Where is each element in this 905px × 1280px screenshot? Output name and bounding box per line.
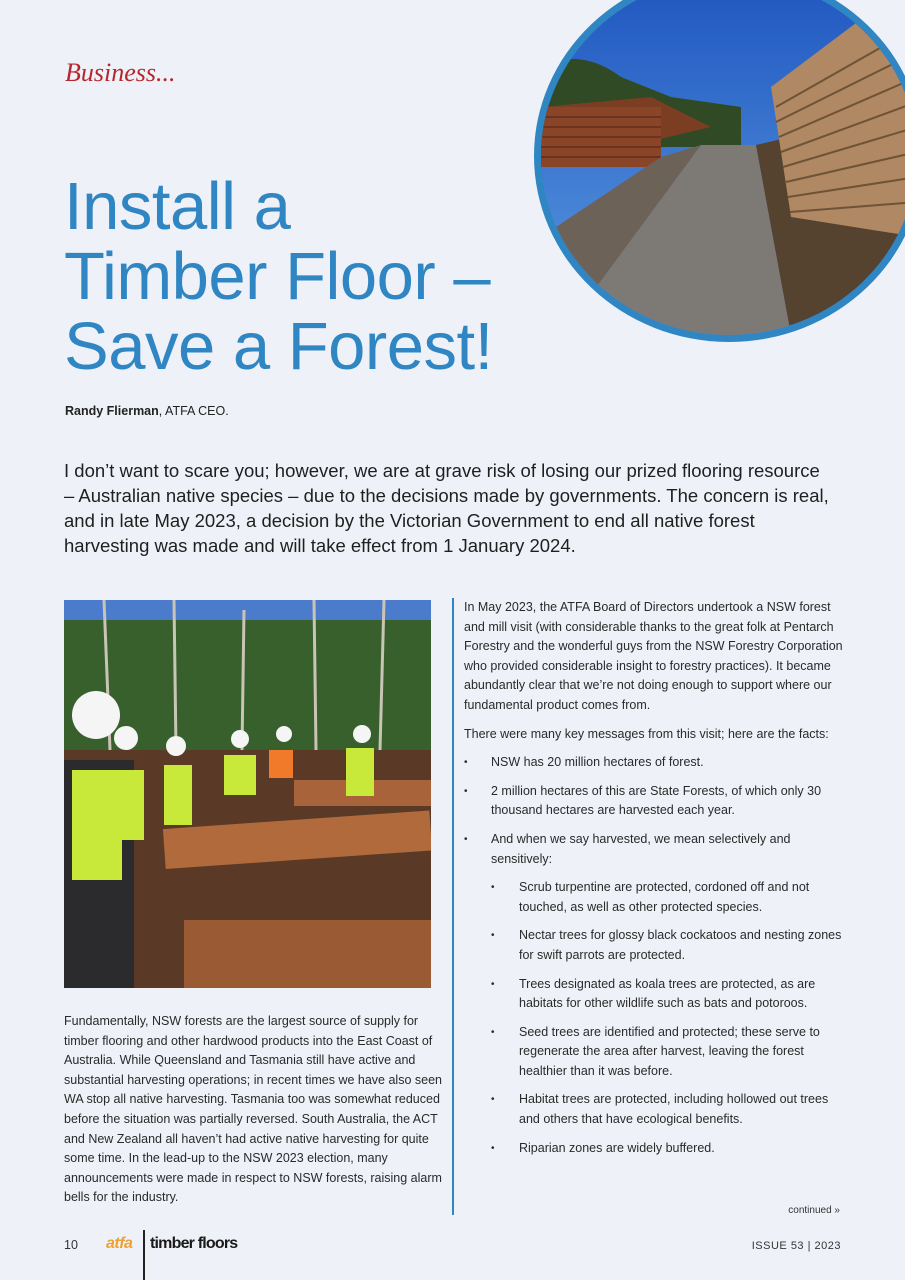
article-title	[64, 169, 544, 384]
right-column	[464, 598, 844, 1167]
byline	[65, 404, 229, 418]
title-line-1: Install a	[64, 169, 291, 244]
issue-label: ISSUE 53 | 2023	[751, 1240, 841, 1252]
left-column-paragraph: Fundamentally, NSW forests are the largest source of supply for timber flooring and other hardwood products into the East Coast of Australia. While Queensland and Tasmania still have active and substantial harvesting operations; in recent times we have also seen WA stop all native harvesting. Tasmania too was somewhat reduced before the situation was partially reversed. South Australia, the ACT and New Zealand all haven’t had active native harvesting for quite some time. In the lead-up to the NSW 2023 election, many announcements were made in respect to NSW forests, raising alarm bells for the industry.	[64, 1014, 442, 1205]
timber-floors-logo: timber floors	[150, 1235, 238, 1252]
fact-item-label: And when we say harvested, we mean selectively and sensitively:	[491, 831, 791, 866]
protection-item: • Nectar trees for glossy black cockatoos and nesting zones for swift parrots are protected.	[491, 926, 844, 965]
author-name: Randy Flierman	[65, 404, 159, 418]
footer-divider	[143, 1230, 145, 1280]
fact-item-harvest	[464, 830, 844, 1158]
timber-stacks-photo	[534, 0, 905, 342]
fact-item: • 2 million hectares of this are State Forests, of which only 30 thousand hectares are harvested each year.	[464, 782, 844, 821]
page-number: 10	[64, 1238, 78, 1252]
continued-link[interactable]: continued »	[788, 1205, 840, 1216]
title-line-2: Timber Floor –	[64, 239, 491, 314]
title-line-3: Save a Forest!	[64, 309, 493, 384]
right-paragraph-1: In May 2023, the ATFA Board of Directors undertook a NSW forest and mill visit (with considerable thanks to the great folk at Pentarch Forestry and the wonderful guys from the NSW Forestry Corporation who provided considerable insight to forestry practices). It became abundantly clear that we’re not doing enough to support where our fundamental product comes from.	[464, 600, 843, 712]
forest-visit-photo	[64, 600, 431, 988]
protection-item: • Riparian zones are widely buffered.	[491, 1139, 844, 1159]
protection-item: • Seed trees are identified and protected; these serve to regenerate the area after harvest, leaving the forest healthier than it was before.	[491, 1023, 844, 1082]
author-role: , ATFA CEO.	[158, 404, 229, 418]
fact-item: • NSW has 20 million hectares of forest.	[464, 753, 844, 773]
column-divider	[452, 598, 454, 1215]
protection-item: • Habitat trees are protected, including hollowed out trees and others that have ecological benefits.	[491, 1090, 844, 1129]
lead-paragraph: I don’t want to scare you; however, we are at grave risk of losing our prized flooring resource – Australian native species – due to the decisions made by governments. The concern is real, and in late May 2023, a decision by the Victorian Government to end all native forest harvesting was made and will take effect from 1 January 2024.	[64, 460, 829, 556]
section-label: Business...	[65, 58, 176, 87]
protection-item: • Scrub turpentine are protected, cordoned off and not touched, as well as other protected species.	[491, 878, 844, 917]
atfa-logo: atfa	[106, 1235, 133, 1252]
facts-list	[464, 753, 844, 1158]
protection-list	[491, 878, 844, 1158]
right-paragraph-2: There were many key messages from this visit; here are the facts:	[464, 726, 829, 741]
protection-item: • Trees designated as koala trees are protected, as are habitats for other wildlife such as bats and potoroos.	[491, 975, 844, 1014]
